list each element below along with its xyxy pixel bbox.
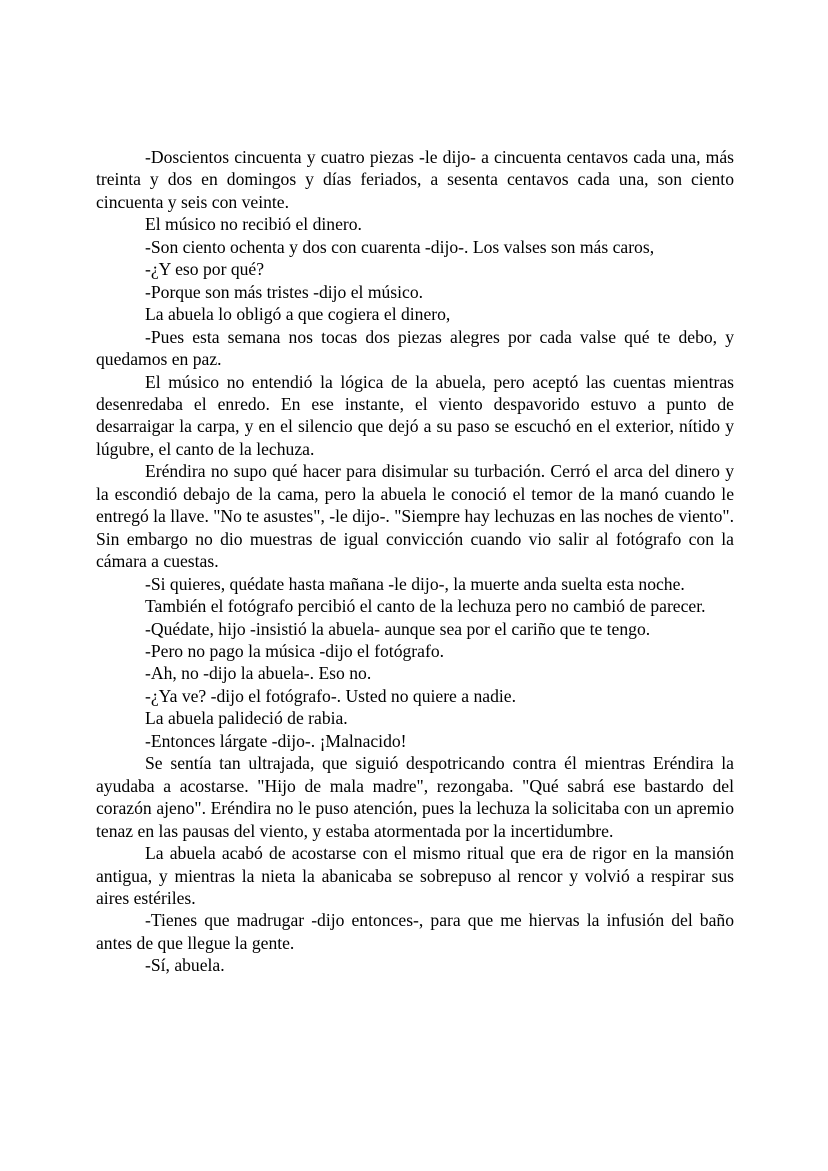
paragraph-19: La abuela acabó de acostarse con el mismo ritual que era de rigor en la mansión antigua, y mientras la nieta la abanicaba se sobrepuso al rencor y volvió a respirar sus aires estériles. <box>96 843 734 908</box>
document-text-body <box>96 146 734 977</box>
paragraph-11: También el fotógrafo percibió el canto de la lechuza pero no cambió de parecer. <box>145 596 706 617</box>
paragraph-16: La abuela palideció de rabia. <box>145 708 348 729</box>
paragraph-9: Eréndira no supo qué hacer para disimular su turbación. Cerró el arca del dinero y la escondió debajo de la cama, pero la abuela le conoció el temor de la manó cuando le entregó la llave. "No te asustes", -le dijo-. "Siempre hay lechuzas en las noches de viento". Sin embargo no dio muestras de igual convicción cuando vio salir al fotógrafo con la cámara a cuestas. <box>96 461 734 572</box>
paragraph-10: -Si quieres, quédate hasta mañana -le dijo-, la muerte anda suelta esta noche. <box>145 573 685 594</box>
paragraph-17: -Entonces lárgate -dijo-. ¡Malnacido! <box>145 730 407 751</box>
paragraph-8: El músico no entendió la lógica de la abuela, pero aceptó las cuentas mientras desenredaba el enredo. En ese instante, el viento despavorido estuvo a punto de desarraigar la carpa, y en el silencio que dejó a su paso se escuchó en el exterior, nítido y lúgubre, el canto de la lechuza. <box>96 371 734 459</box>
paragraph-13: -Pero no pago la música -dijo el fotógrafo. <box>145 640 445 661</box>
paragraph-4: -¿Y eso por qué? <box>145 259 265 280</box>
paragraph-2: El músico no recibió el dinero. <box>145 214 362 235</box>
paragraph-14: -Ah, no -dijo la abuela-. Eso no. <box>145 663 372 684</box>
paragraph-20: -Tienes que madrugar -dijo entonces-, para que me hiervas la infusión del baño antes de que llegue la gente. <box>96 910 734 953</box>
paragraph-15: -¿Ya ve? -dijo el fotógrafo-. Usted no quiere a nadie. <box>145 685 516 706</box>
paragraph-3: -Son ciento ochenta y dos con cuarenta -dijo-. Los valses son más caros, <box>145 236 655 257</box>
paragraph-21: -Sí, abuela. <box>145 955 225 976</box>
paragraph-12: -Quédate, hijo -insistió la abuela- aunque sea por el cariño que te tengo. <box>145 618 651 639</box>
paragraph-18: Se sentía tan ultrajada, que siguió despotricando contra él mientras Eréndira la ayudaba a acostarse. "Hijo de mala madre", rezongaba. "Qué sabrá ese bastardo del corazón ajeno". Eréndira no le puso atención, pues la lechuza la solicitaba con un apremio tenaz en las pausas del viento, y estaba atormentada por la incertidumbre. <box>96 753 734 841</box>
paragraph-6: La abuela lo obligó a que cogiera el dinero, <box>145 304 451 325</box>
paragraph-7: -Pues esta semana nos tocas dos piezas alegres por cada valse qué te debo, y quedamos en paz. <box>96 326 734 370</box>
paragraph-1: -Doscientos cincuenta y cuatro piezas -le dijo- a cincuenta centavos cada una, más treinta y dos en domingos y días feriados, a sesenta centavos cada una, son ciento cincuenta y seis con veinte. <box>96 147 734 212</box>
paragraph-5: -Porque son más tristes -dijo el músico. <box>145 281 424 302</box>
